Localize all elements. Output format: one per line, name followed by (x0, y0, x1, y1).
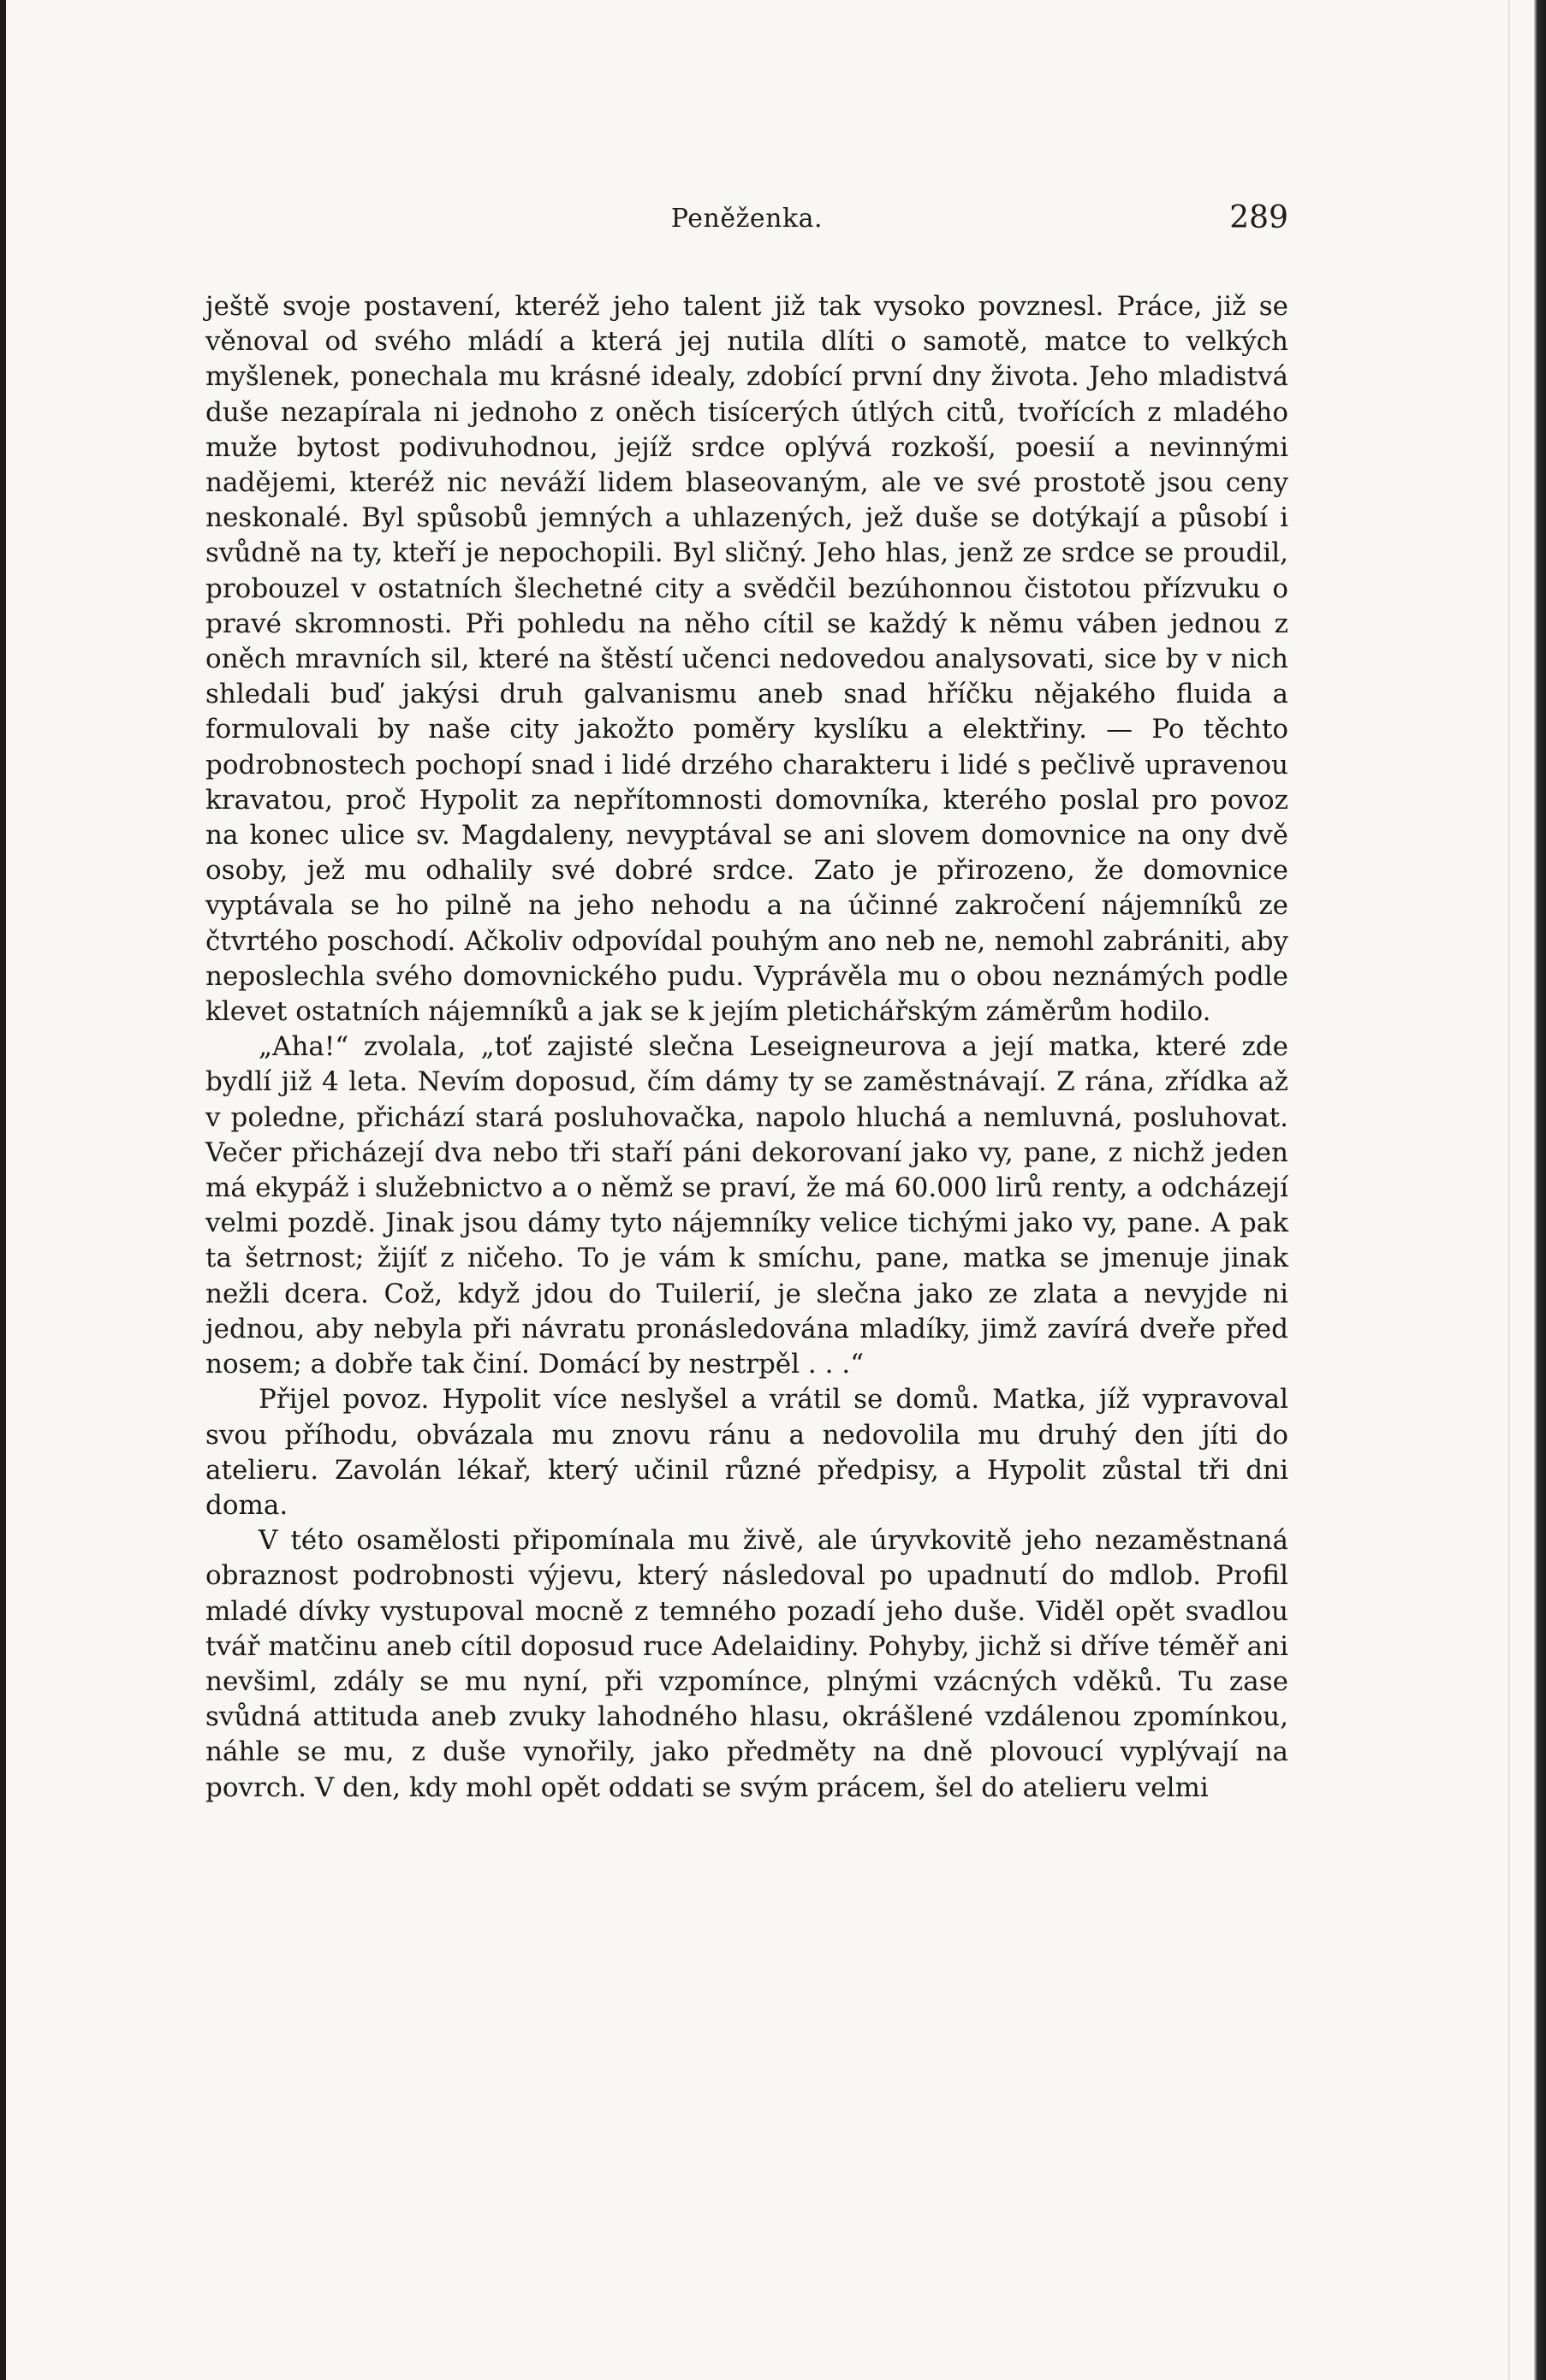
paragraph: ještě svoje postavení, kteréž jeho talent již tak vysoko povznesl. Práce, již se věnoval od svého mládí a která jej nutila dlíti o samotě, matce to velkých myšlenek, ponechala mu krásné idealy, zdobící první dny života. Jeho mladistvá duše nezapírala ni jednoho z oněch tisícerých útlých citů, tvořících z mladého muže bytost podivuhodnou, jejíž srdce oplývá rozkoší, poesií a nevinnými nadějemi, kteréž nic neváží lidem blaseovaným, ale ve své prostotě jsou ceny neskonalé. Byl spůsobů jemných a uhlazených, jež duše se dotýkají a působí i svůdně na ty, kteří je nepochopili. Byl sličný. Jeho hlas, jenž ze srdce se proudil, probouzel v ostatních šlechetné city a svědčil bezúhonnou čistotou přízvuku o pravé skromnosti. Při pohledu na něho cítil se každý k němu váben jednou z oněch mravních sil, které na štěstí učenci nedovedou analysovati, sice by v nich shledali buď jakýsi druh galvanismu aneb snad hříčku nějakého fluida a formulovali by naše city jakožto poměry kyslíku a elektřiny. — Po těchto podrobnostech pochopí snad i lidé drzého charakteru i lidé s pečlivě upravenou kravatou, proč Hypolit za nepřítomnosti domovníka, kterého poslal pro povoz na konec ulice sv. Magdaleny, nevyptával se ani slovem domovnice na ony dvě osoby, jež mu odhalily své dobré srdce. Zato je přirozeno, že domovnice vyptávala se ho pilně na jeho nehodu a na účinné zakročení nájemníků ze čtvrtého poschodí. Ačkoliv odpovídal pouhým ano neb ne, nemohl zabrániti, aby neposlechla svého domovnického pudu. Vyprávěla mu o obou neznámých podle klevet ostatních nájemníků a jak se k jejím pletichářským záměrům hodilo. (205, 291, 1288, 1028)
paragraph: V této osamělosti připomínala mu živě, ale úryvkovitě jeho nezaměstnaná obraznost podrobnosti výjevu, který následoval po upadnutí do mdlob. Profil mladé dívky vystupoval mocně z temného pozadí jeho duše. Viděl opět svadlou tvář matčinu aneb cítil doposud ruce Adelaidiny. Pohyby, jichž si dříve téměř ani nevšiml, zdály se mu nyní, při vzpomínce, plnými vzácných vděků. Tu zase svůdná attituda aneb zvuky lahodného hlasu, okrášlené vzdálenou zpomínkou, náhle se mu, z duše vynořily, jako předměty na dně plovoucí vyplývají na povrch. V den, kdy mohl opět oddati se svým prácem, šel do atelieru velmi (205, 1525, 1288, 1803)
scan-edge-right (1534, 0, 1546, 2380)
scan-edge-left (0, 0, 6, 2380)
page-header (205, 200, 1288, 255)
paragraph: Přijel povoz. Hypolit více neslyšel a vrátil se domů. Matka, jíž vypravoval svou příhodu, obvázala mu znovu ránu a nedovolila mu druhý den jíti do atelieru. Zavolán lékař, který učinil různé předpisy, a Hypolit zůstal tři dni doma. (205, 1384, 1288, 1521)
running-title: Peněženka. (670, 204, 824, 234)
page-edge-line (1508, 0, 1510, 2380)
page-number: 289 (1229, 200, 1288, 235)
body-text (205, 289, 1288, 1806)
paragraph: „Aha!“ zvolala, „toť zajisté slečna Leseigneurova a její matka, které zde bydlí již 4 leta. Nevím doposud, čím dámy ty se zaměstnávají. Z rána, zřídka až v poledne, přichází stará posluhovačka, napolo hluchá a nemluvná, posluhovat. Večer přicházejí dva nebo tři staří páni dekorovaní jako vy, pane, z nichž jeden má ekypáž i služebnictvo a o němž se praví, že má 60.000 lirů renty, a odcházejí velmi pozdě. Jinak jsou dámy tyto nájemníky velice tichými jako vy, pane. A pak ta šetrnost; žijíť z ničeho. To je vám k smíchu, pane, matka se jmenuje jinak nežli dcera. Což, když jdou do Tuilerií, je slečna jako ze zlata a nevyjde ni jednou, aby nebyla při návratu pronásledována mladíky, jimž zavírá dveře před nosem; a dobře tak činí. Domácí by nestrpěl . . .“ (205, 1031, 1288, 1380)
